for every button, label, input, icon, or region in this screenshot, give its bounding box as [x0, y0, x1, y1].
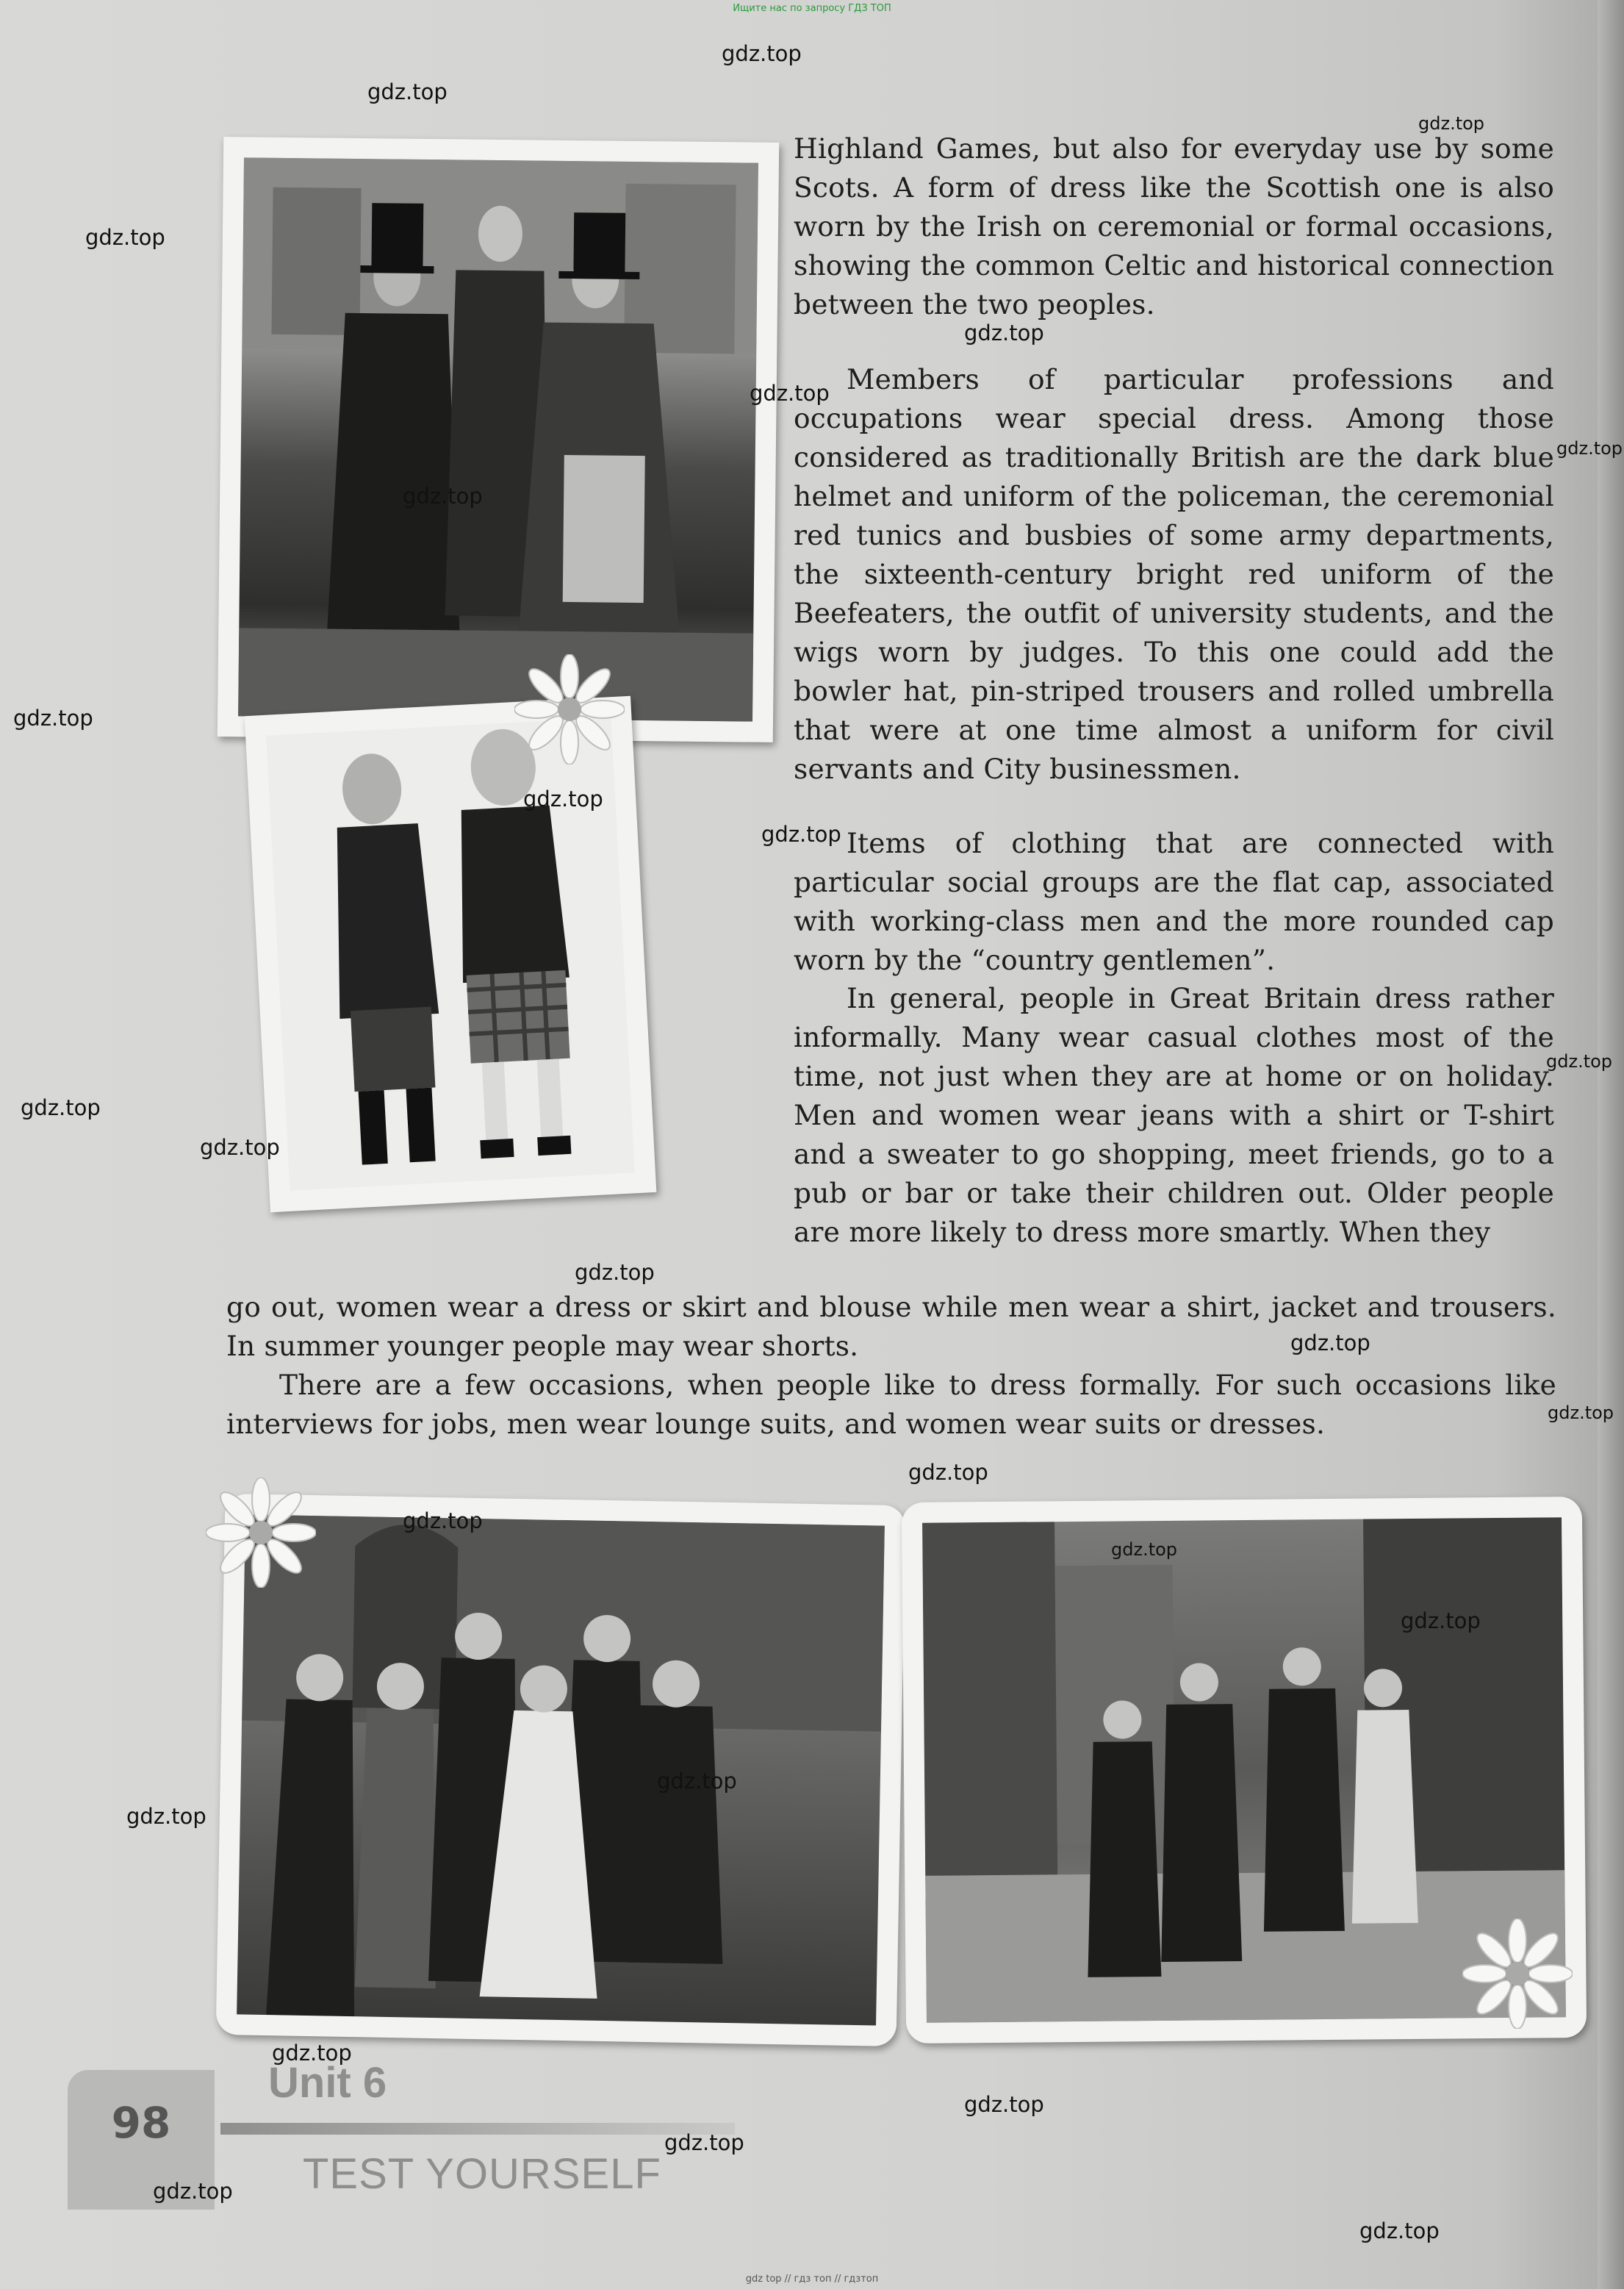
watermark: gdz.top	[126, 1804, 206, 1829]
photo-welsh-costumes	[218, 137, 780, 742]
top-banner[interactable]: Ищите нас по запросу ГДЗ ТОП	[733, 3, 891, 14]
watermark: gdz.top	[21, 1095, 101, 1120]
watermark: gdz.top	[1401, 1608, 1481, 1633]
watermark: gdz.top	[1418, 113, 1485, 134]
watermark: gdz.top	[200, 1135, 280, 1160]
watermark: gdz.top	[908, 1460, 988, 1485]
daisy-flower-icon	[206, 1477, 316, 1588]
watermark: gdz.top	[367, 79, 448, 104]
unit-title: Unit 6	[268, 2059, 387, 2107]
watermark: gdz.top	[664, 2130, 744, 2155]
watermark: gdz.top	[1359, 2218, 1440, 2243]
watermark: gdz.top	[272, 2041, 352, 2066]
wedding-illustration	[237, 1514, 885, 2025]
unit-divider-bar	[220, 2123, 735, 2135]
welsh-people-illustration	[238, 157, 758, 721]
watermark: gdz.top	[85, 225, 165, 250]
paragraph-social-groups: Items of clothing that are connected with particular social groups are the flat cap, associated with working-class men and the more rounded cap worn by the “country gentlemen”.	[794, 827, 1554, 976]
paragraph-highland-games: Highland Games, but also for everyday use by some Scots. A form of dress like the Scottish one is also worn by the Irish on ceremonial or formal occasions, showing the common Celtic and historical connection between the two peoples.	[794, 132, 1554, 320]
paragraph-formal-occasions: There are a few occasions, when people like to dress formally. For such occasions like interviews for jobs, men wear lounge suits, and women wear suits or dresses.	[226, 1369, 1556, 1440]
watermark: gdz.top	[750, 381, 830, 406]
section-title: TEST YOURSELF	[303, 2150, 661, 2198]
photo-wedding	[216, 1494, 906, 2046]
watermark: gdz.top	[403, 484, 483, 509]
watermark: gdz.top	[1290, 1330, 1370, 1355]
page-binding-shadow	[1598, 0, 1624, 2289]
daisy-flower-icon	[1462, 1919, 1573, 2029]
bottom-banner: gdz top // гдз топ // гдзтоп	[745, 2274, 879, 2285]
page-number: 98	[68, 2070, 215, 2210]
watermark: gdz.top	[761, 822, 841, 847]
watermark: gdz.top	[523, 787, 603, 812]
watermark: gdz.top	[153, 2179, 233, 2204]
watermark: gdz.top	[722, 41, 802, 66]
watermark: gdz.top	[1548, 1403, 1614, 1423]
paragraph-informal-dress: In general, people in Great Britain dress rather informally. Many wear casual clothes most of the time, not just when they are at home or on holiday. Men and women wear jeans with a shirt or T-shirt and a sweater to go shopping, meet friends, go to a pub or bar or take their children out. Older people are more likely to dress more smartly. When they	[794, 982, 1554, 1248]
paragraph-professions: Members of particular professions and occupations wear special dress. Among those considered as traditionally British are the dark blue helmet and uniform of the policeman, the ceremonial red tunics and busbies of some army departments, the sixteenth-century bright red uniform of the Beefeaters, the outfit of university students, and the wigs worn by judges. To this one could add the bowler hat, pin-striped trousers and rolled umbrella that were at one time almost a uniform for civil servants and City businessmen.	[794, 363, 1554, 785]
watermark: gdz.top	[1556, 438, 1623, 459]
watermark: gdz.top	[964, 320, 1044, 345]
watermark: gdz.top	[13, 706, 93, 731]
watermark: gdz.top	[964, 2092, 1044, 2117]
watermark: gdz.top	[403, 1508, 483, 1533]
paragraph-informal-dress-cont: go out, women wear a dress or skirt and blouse while men wear a shirt, jacket and trousers. In summer younger people may wear shorts.	[226, 1291, 1556, 1362]
watermark: gdz.top	[657, 1769, 737, 1794]
watermark: gdz.top	[575, 1260, 655, 1285]
watermark: gdz.top	[1546, 1051, 1613, 1072]
daisy-flower-icon	[514, 654, 625, 764]
photo-boys-kilts	[245, 696, 657, 1213]
watermark: gdz.top	[1111, 1539, 1178, 1560]
